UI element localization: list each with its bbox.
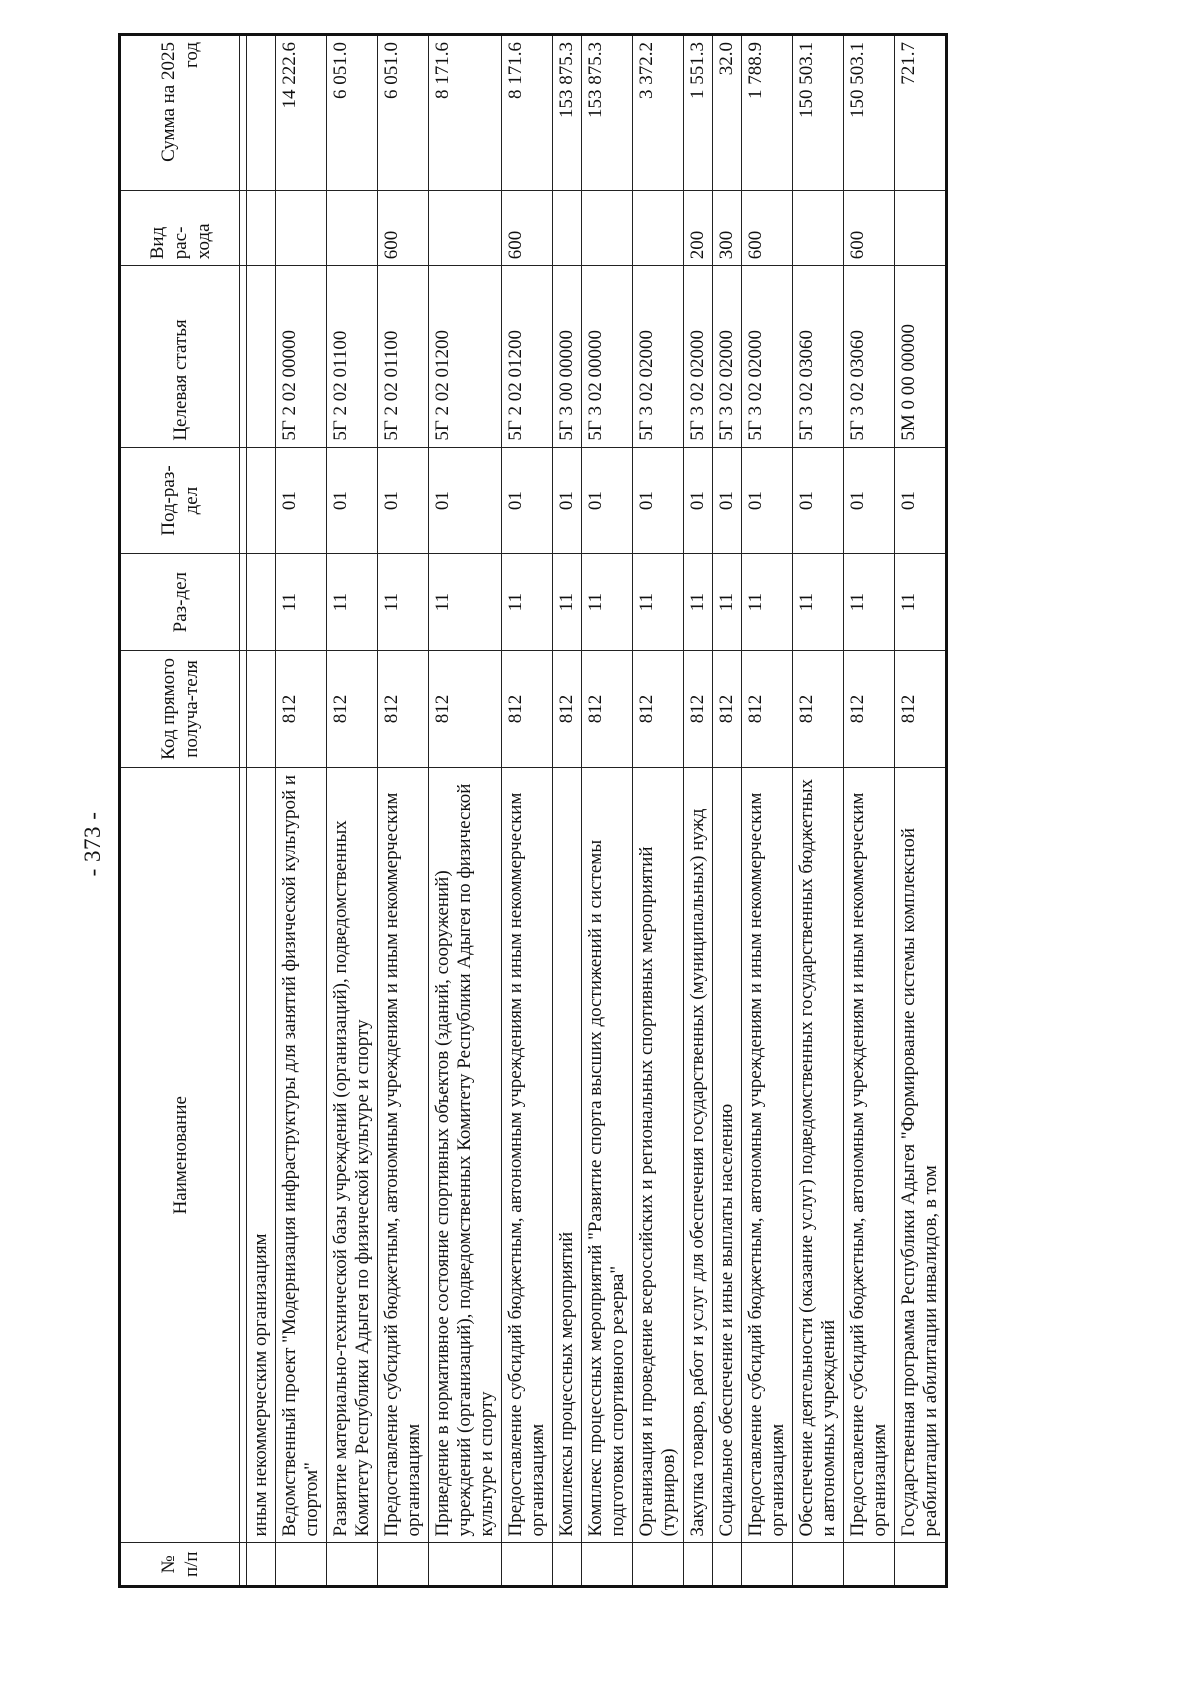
header-section: Раз-дел (120, 554, 240, 650)
cell-section: 11 (633, 554, 684, 650)
cell-num (327, 1543, 378, 1587)
cell-target-item: 5Г 3 02 02000 (633, 266, 684, 447)
table-row (713, 35, 742, 1587)
cell-sum-2025 (247, 35, 276, 191)
cell-section: 11 (429, 554, 502, 650)
table-body (240, 35, 947, 1587)
cell-name: Комплекс процессных мероприятий "Развитие спорта высших достижений и системы подготовки спортивного резерва" (582, 768, 633, 1543)
spacer-cell (240, 447, 247, 554)
cell-subsection: 01 (633, 447, 684, 554)
header-num: № п/п (120, 1543, 240, 1587)
cell-sum-2025: 6 051.0 (327, 35, 378, 191)
page-number: - 373 - (80, 811, 105, 877)
cell-sum-2025: 8 171.6 (429, 35, 502, 191)
cell-subsection: 01 (895, 447, 947, 554)
table-row (247, 35, 276, 1587)
cell-expense-type: 600 (742, 190, 793, 266)
cell-num (553, 1543, 582, 1587)
cell-recipient-code: 812 (378, 650, 429, 767)
cell-subsection: 01 (378, 447, 429, 554)
cell-name: Предоставление субсидий бюджетным, автономным учреждениям и иным некоммерческим организациям (742, 768, 793, 1543)
cell-recipient-code: 812 (895, 650, 947, 767)
cell-name: Развитие материально-технической базы учреждений (организаций), подведомственных Комитету Республики Адыгея по физической культуре и спорту (327, 768, 378, 1543)
cell-name: Организация и проведение всероссийских и региональных спортивных мероприятий (турниров) (633, 768, 684, 1543)
cell-section: 11 (502, 554, 553, 650)
cell-expense-type (327, 190, 378, 266)
cell-recipient-code: 812 (327, 650, 378, 767)
cell-subsection (247, 447, 276, 554)
table-row (793, 35, 844, 1587)
cell-expense-type (895, 190, 947, 266)
cell-name: Социальное обеспечение и иные выплаты населению (713, 768, 742, 1543)
cell-subsection: 01 (793, 447, 844, 554)
cell-subsection: 01 (684, 447, 713, 554)
cell-expense-type: 600 (378, 190, 429, 266)
header-name: Наименование (120, 768, 240, 1543)
table-row (684, 35, 713, 1587)
table-row (429, 35, 502, 1587)
cell-name: Предоставление субсидий бюджетным, автономным учреждениям и иным некоммерческим организациям (844, 768, 895, 1543)
cell-subsection: 01 (582, 447, 633, 554)
cell-target-item: 5Г 2 02 01200 (429, 266, 502, 447)
cell-sum-2025: 14 222.6 (276, 35, 327, 191)
cell-subsection: 01 (553, 447, 582, 554)
cell-section: 11 (684, 554, 713, 650)
cell-num (793, 1543, 844, 1587)
table-row (844, 35, 895, 1587)
cell-sum-2025: 721.7 (895, 35, 947, 191)
table-row (742, 35, 793, 1587)
cell-num (247, 1543, 276, 1587)
cell-expense-type (793, 190, 844, 266)
cell-recipient-code: 812 (553, 650, 582, 767)
cell-sum-2025: 153 875.3 (582, 35, 633, 191)
budget-table-container (118, 33, 948, 1588)
cell-name: Предоставление субсидий бюджетным, автономным учреждениям и иным некоммерческим организациям (378, 768, 429, 1543)
cell-target-item: 5Г 3 02 02000 (684, 266, 713, 447)
cell-sum-2025: 6 051.0 (378, 35, 429, 191)
cell-name: Обеспечение деятельности (оказание услуг) подведомственных государственных бюджетных и автономных учреждений (793, 768, 844, 1543)
cell-recipient-code: 812 (582, 650, 633, 767)
table-row (378, 35, 429, 1587)
cell-sum-2025: 1 551.3 (684, 35, 713, 191)
cell-target-item: 5Г 3 02 03060 (793, 266, 844, 447)
spacer-cell (240, 35, 247, 191)
cell-target-item: 5Г 3 02 02000 (742, 266, 793, 447)
cell-target-item: 5Г 2 02 01100 (378, 266, 429, 447)
cell-recipient-code: 812 (742, 650, 793, 767)
table-row (327, 35, 378, 1587)
table-row (276, 35, 327, 1587)
spacer-cell (240, 554, 247, 650)
cell-subsection: 01 (713, 447, 742, 554)
table-row (553, 35, 582, 1587)
cell-subsection: 01 (276, 447, 327, 554)
cell-recipient-code: 812 (713, 650, 742, 767)
cell-num (378, 1543, 429, 1587)
cell-subsection: 01 (327, 447, 378, 554)
cell-recipient-code: 812 (633, 650, 684, 767)
cell-target-item: 5Г 2 02 00000 (276, 266, 327, 447)
cell-sum-2025: 150 503.1 (844, 35, 895, 191)
cell-name: иным некоммерческим организациям (247, 768, 276, 1543)
cell-target-item: 5М 0 00 00000 (895, 266, 947, 447)
cell-subsection: 01 (742, 447, 793, 554)
cell-section: 11 (742, 554, 793, 650)
cell-num (895, 1543, 947, 1587)
cell-name: Комплексы процессных мероприятий (553, 768, 582, 1543)
cell-target-item: 5Г 3 02 00000 (582, 266, 633, 447)
cell-name: Предоставление субсидий бюджетным, автономным учреждениям и иным некоммерческим организациям (502, 768, 553, 1543)
cell-expense-type (553, 190, 582, 266)
cell-section: 11 (378, 554, 429, 650)
cell-section (247, 554, 276, 650)
cell-name: Закупка товаров, работ и услуг для обеспечения государственных (муниципальных) нужд (684, 768, 713, 1543)
table-row (502, 35, 553, 1587)
cell-sum-2025: 8 171.6 (502, 35, 553, 191)
cell-num (502, 1543, 553, 1587)
cell-num (429, 1543, 502, 1587)
cell-expense-type: 600 (502, 190, 553, 266)
cell-section: 11 (713, 554, 742, 650)
header-row (120, 35, 240, 1587)
cell-name: Приведение в нормативное состояние спортивных объектов (зданий, сооружений) учреждений (организаций), подведомственных Комитету Республики Адыгея по физической культуре и спорту (429, 768, 502, 1543)
cell-recipient-code: 812 (502, 650, 553, 767)
spacer-cell (240, 266, 247, 447)
cell-target-item (247, 266, 276, 447)
cell-recipient-code: 812 (793, 650, 844, 767)
cell-sum-2025: 150 503.1 (793, 35, 844, 191)
spacer-cell (240, 768, 247, 1543)
cell-target-item: 5Г 3 02 02000 (713, 266, 742, 447)
cell-expense-type (276, 190, 327, 266)
spacer-cell (240, 650, 247, 767)
cell-sum-2025: 153 875.3 (553, 35, 582, 191)
cell-section: 11 (844, 554, 895, 650)
cell-expense-type: 300 (713, 190, 742, 266)
spacer-cell (240, 1543, 247, 1587)
table-row (582, 35, 633, 1587)
cell-sum-2025: 1 788.9 (742, 35, 793, 191)
cell-expense-type (429, 190, 502, 266)
cell-num (844, 1543, 895, 1587)
cell-num (713, 1543, 742, 1587)
cell-num (582, 1543, 633, 1587)
cell-recipient-code (247, 650, 276, 767)
table-header (120, 35, 240, 1587)
cell-subsection: 01 (844, 447, 895, 554)
spacer-row (240, 35, 247, 1587)
cell-expense-type (247, 190, 276, 266)
cell-sum-2025: 32.0 (713, 35, 742, 191)
cell-num (684, 1543, 713, 1587)
table-row (633, 35, 684, 1587)
cell-expense-type (582, 190, 633, 266)
cell-expense-type: 200 (684, 190, 713, 266)
cell-recipient-code: 812 (276, 650, 327, 767)
cell-expense-type (633, 190, 684, 266)
header-expense-type: Вид рас-хода (120, 190, 240, 266)
budget-table (118, 33, 948, 1588)
cell-target-item: 5Г 3 00 00000 (553, 266, 582, 447)
cell-num (742, 1543, 793, 1587)
cell-subsection: 01 (502, 447, 553, 554)
cell-subsection: 01 (429, 447, 502, 554)
cell-sum-2025: 3 372.2 (633, 35, 684, 191)
cell-name: Государственная программа Республики Адыгея "Формирование системы комплексной реабилитации и абилитации инвалидов, в том (895, 768, 947, 1543)
cell-num (276, 1543, 327, 1587)
header-recipient-code: Код прямого получа-теля (120, 650, 240, 767)
table-row (895, 35, 947, 1587)
header-sum-2025: Сумма на 2025 год (120, 35, 240, 191)
cell-name: Ведомственный проект "Модернизация инфраструктуры для занятий физической культурой и спортом" (276, 768, 327, 1543)
cell-recipient-code: 812 (429, 650, 502, 767)
header-subsection: Под-раз-дел (120, 447, 240, 554)
cell-section: 11 (327, 554, 378, 650)
cell-section: 11 (582, 554, 633, 650)
header-target-item: Целевая статья (120, 266, 240, 447)
cell-num (633, 1543, 684, 1587)
cell-expense-type: 600 (844, 190, 895, 266)
cell-recipient-code: 812 (844, 650, 895, 767)
cell-target-item: 5Г 2 02 01100 (327, 266, 378, 447)
cell-section: 11 (895, 554, 947, 650)
cell-target-item: 5Г 3 02 03060 (844, 266, 895, 447)
spacer-cell (240, 190, 247, 266)
cell-recipient-code: 812 (684, 650, 713, 767)
cell-section: 11 (276, 554, 327, 650)
cell-target-item: 5Г 2 02 01200 (502, 266, 553, 447)
cell-section: 11 (793, 554, 844, 650)
cell-section: 11 (553, 554, 582, 650)
